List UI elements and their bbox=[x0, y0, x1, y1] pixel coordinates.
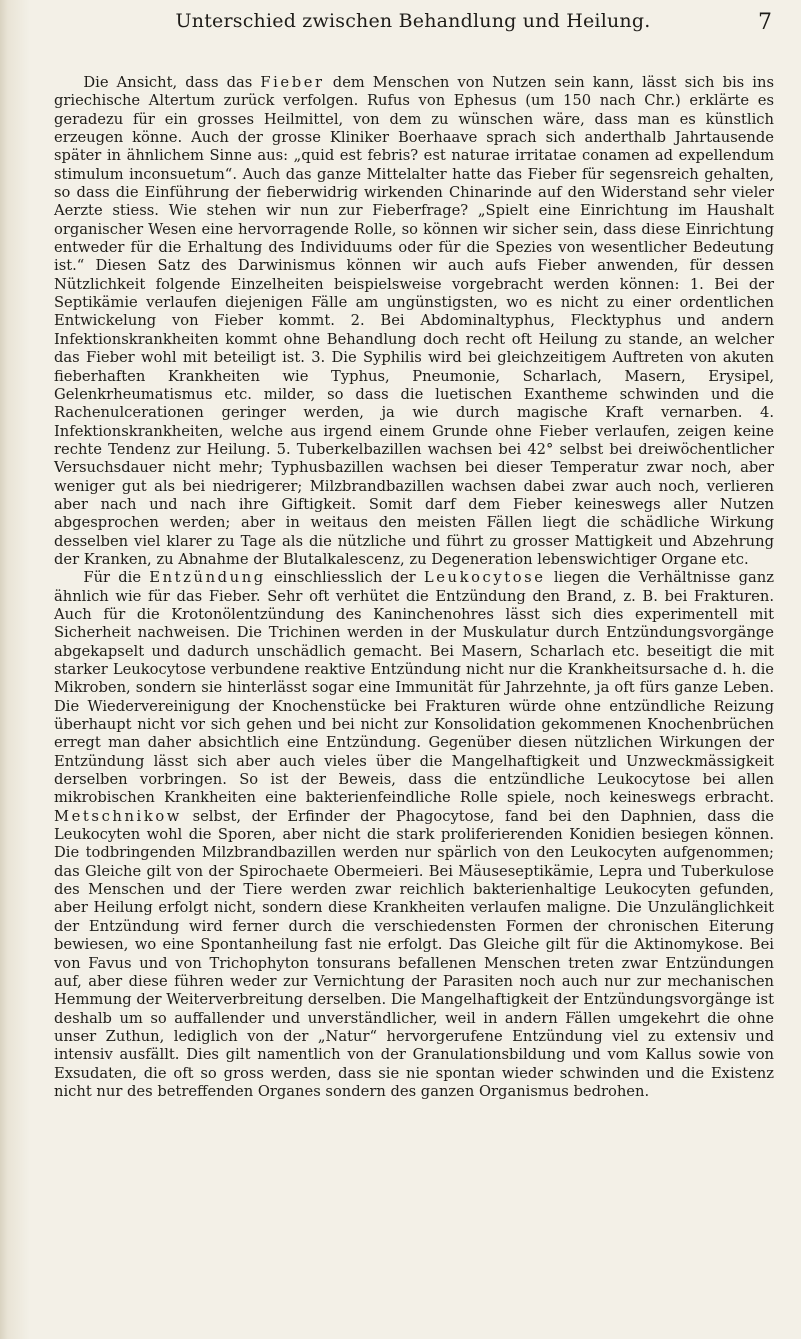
text-run: Die Ansicht, dass das bbox=[83, 74, 261, 91]
text-run: Für die bbox=[83, 569, 150, 587]
emphasized-term: Metschnikow bbox=[54, 807, 182, 825]
text-run: einschliesslich der bbox=[265, 569, 424, 587]
paragraph-entzuendung bbox=[54, 569, 774, 1101]
paragraph-fieber bbox=[54, 74, 774, 569]
page-number: 7 bbox=[758, 10, 772, 35]
emphasized-term: Leukocytose bbox=[423, 569, 546, 587]
page-header bbox=[54, 10, 772, 40]
emphasized-term: Entzündung bbox=[149, 569, 266, 587]
body-text bbox=[54, 74, 774, 1101]
text-run: selbst, der Erfinder der Phagocytose, fand bei den Daphnien, dass die Leukocyten wohl die Sporen, aber nicht die stark proliferierenden Konidien besiegen können. Die todbringenden Milzbrandbazillen werden nur spärlich von den Leukocyten aufgenommen; das Gleiche gilt von der Spirochaete Obermeieri. Bei Mäuseseptikämie, Lepra und Tuberkulose des Menschen und der Tiere werden zwar reichlich bakterienhaltige Leukocyten gefunden, aber Heilung erfolgt nicht, sondern diese Krankheiten verlaufen maligne. Die Unzulänglichkeit der Entzündung wird ferner durch die verschiedensten Formen der chronischen Eiterung bewiesen, wo eine Spontanheilung fast nie erfolgt. Das Gleiche gilt für die Aktinomykose. Bei von Favus und von Trichophyton tonsurans befallenen Menschen treten zwar Entzündungen auf, aber diese führen weder zur Vernichtung der Parasiten noch auch nur zur mechanischen Hemmung der Weiterverbreitung derselben. Die Mangelhaftigkeit der Entzündungsvorgänge ist deshalb um so auffallender und unverständlicher, weil in andern Fällen umgekehrt die ohne unser Zuthun, lediglich von der „Natur“ hervorgerufene Entzündung viel zu extensiv und intensiv ausfällt. Dies gilt namentlich von der Granulationsbildung und vom Kallus sowie von Exsudaten, die oft so gross werden, dass sie nie spontan wieder schwinden und die Existenz nicht nur des betreffenden Organes sondern des ganzen Organismus bedrohen. bbox=[54, 807, 774, 1100]
text-run: dem Menschen von Nutzen sein kann, lässt sich bis ins griechische Altertum zurück verfolgen. Rufus von Ephesus (um 150 nach Chr.) erklärte es geradezu für ein grosses Heilmittel, von dem zu wünschen wäre, dass man es künstlich erzeugen könne. Auch der grosse Kliniker Boerhaave sprach sich anderthalb Jahrtausende später in ähnlichem Sinne aus: „quid est febris? est naturae irritatae conamen ad expellendum stimulum inconsuetum“. Auch das ganze Mittelalter hatte das Fieber für segensreich gehalten, so dass die Einführung der fieberwidrig wirkenden Chinarinde auf den Widerstand sehr vieler Aerzte stiess. Wie stehen wir nun zur Fieberfrage? „Spielt eine Einrichtung im Haushalt organischer Wesen eine hervorragende Rolle, so können wir sicher sein, dass diese Einrichtung entweder für die Erhaltung des Individuums oder für die Spezies von wesentlicher Bedeutung ist.“ Diesen Satz des Darwinismus können wir auch aufs Fieber anwenden, für dessen Nützlichkeit folgende Einzelheiten beispielsweise vorgebracht werden können: 1. Bei der Septikämie verlaufen diejenigen Fälle am ungünstigsten, wo es nicht zu einer ordentlichen Entwickelung von Fieber kommt. 2. Bei Abdominaltyphus, Flecktyphus und andern Infektionskrankheiten kommt ohne Behandlung doch recht oft Heilung zu stande, an welcher das Fieber wohl mit beteiligt ist. 3. Die Syphilis wird bei gleichzeitigem Auftreten von akuten fieberhaften Krankheiten wie Typhus, Pneumonie, Scharlach, Masern, Erysipel, Gelenkrheumatismus etc. milder, so dass die luetischen Exantheme schwinden und die Rachenulcerationen geringer werden, ja wie durch magische Kraft vernarben. 4. Infektionskrankheiten, welche aus irgend einem Grunde ohne Fieber verlaufen, zeigen keine rechte Tendenz zur Heilung. 5. Tuberkelbazillen wachsen bei 42° selbst bei dreiwöchentlicher Versuchsdauer nicht mehr; Typhusbazillen wachsen bei dieser Temperatur zwar noch, aber weniger gut als bei niedrigerer; Milzbrandbazillen wachsen dabei zwar auch noch, verlieren aber nach und nach ihre Giftigkeit. Somit darf dem Fieber keineswegs aller Nutzen abgesprochen werden; aber in weitaus den meisten Fällen liegt die schädliche Wirkung desselben viel klarer zu Tage als die nützliche und führt zu grosser Mattigkeit und Abzehrung der Kranken, zu Abnahme der Blutalkalescenz, zu Degeneration lebenswichtiger Organe etc. bbox=[54, 74, 774, 568]
running-title: Unterschied zwischen Behandlung und Heilung. bbox=[175, 10, 651, 32]
page-binding-edge bbox=[0, 0, 30, 1339]
emphasized-term: Fieber bbox=[260, 74, 325, 91]
text-run: liegen die Verhältnisse ganz ähnlich wie für das Fieber. Sehr oft verhütet die Entzündung den Brand, z. B. bei Frakturen. Auch für die Krotonölentzündung des Kaninchenohres lässt sich dies experimentell mit Sicherheit nachweisen. Die Trichinen werden in der Muskulatur durch Entzündungsvorgänge abgekapselt und dadurch unschädlich gemacht. Bei Masern, Scharlach etc. beseitigt die mit starker Leukocytose verbundene reaktive Entzündung nicht nur die Krankheitsursache d. h. die Mikroben, sondern sie hinterlässt sogar eine Immunität für Jahrzehnte, ja oft fürs ganze Leben. Die Wiedervereinigung der Knochenstücke bei Frakturen würde ohne entzündliche Reizung überhaupt nicht vor sich gehen und bei nicht zur Konsolidation gekommenen Knochenbrüchen erregt man daher absichtlich eine Entzündung. Gegenüber diesen nützlichen Wirkungen der Entzündung lässt sich aber auch vieles über die Mangelhaftigkeit und Unzweckmässigkeit derselben vorbringen. So ist der Beweis, dass die entzündliche Leukocytose bei allen mikrobischen Krankheiten eine bakterienfeindliche Rolle spiele, noch keineswegs erbracht. bbox=[54, 569, 774, 807]
